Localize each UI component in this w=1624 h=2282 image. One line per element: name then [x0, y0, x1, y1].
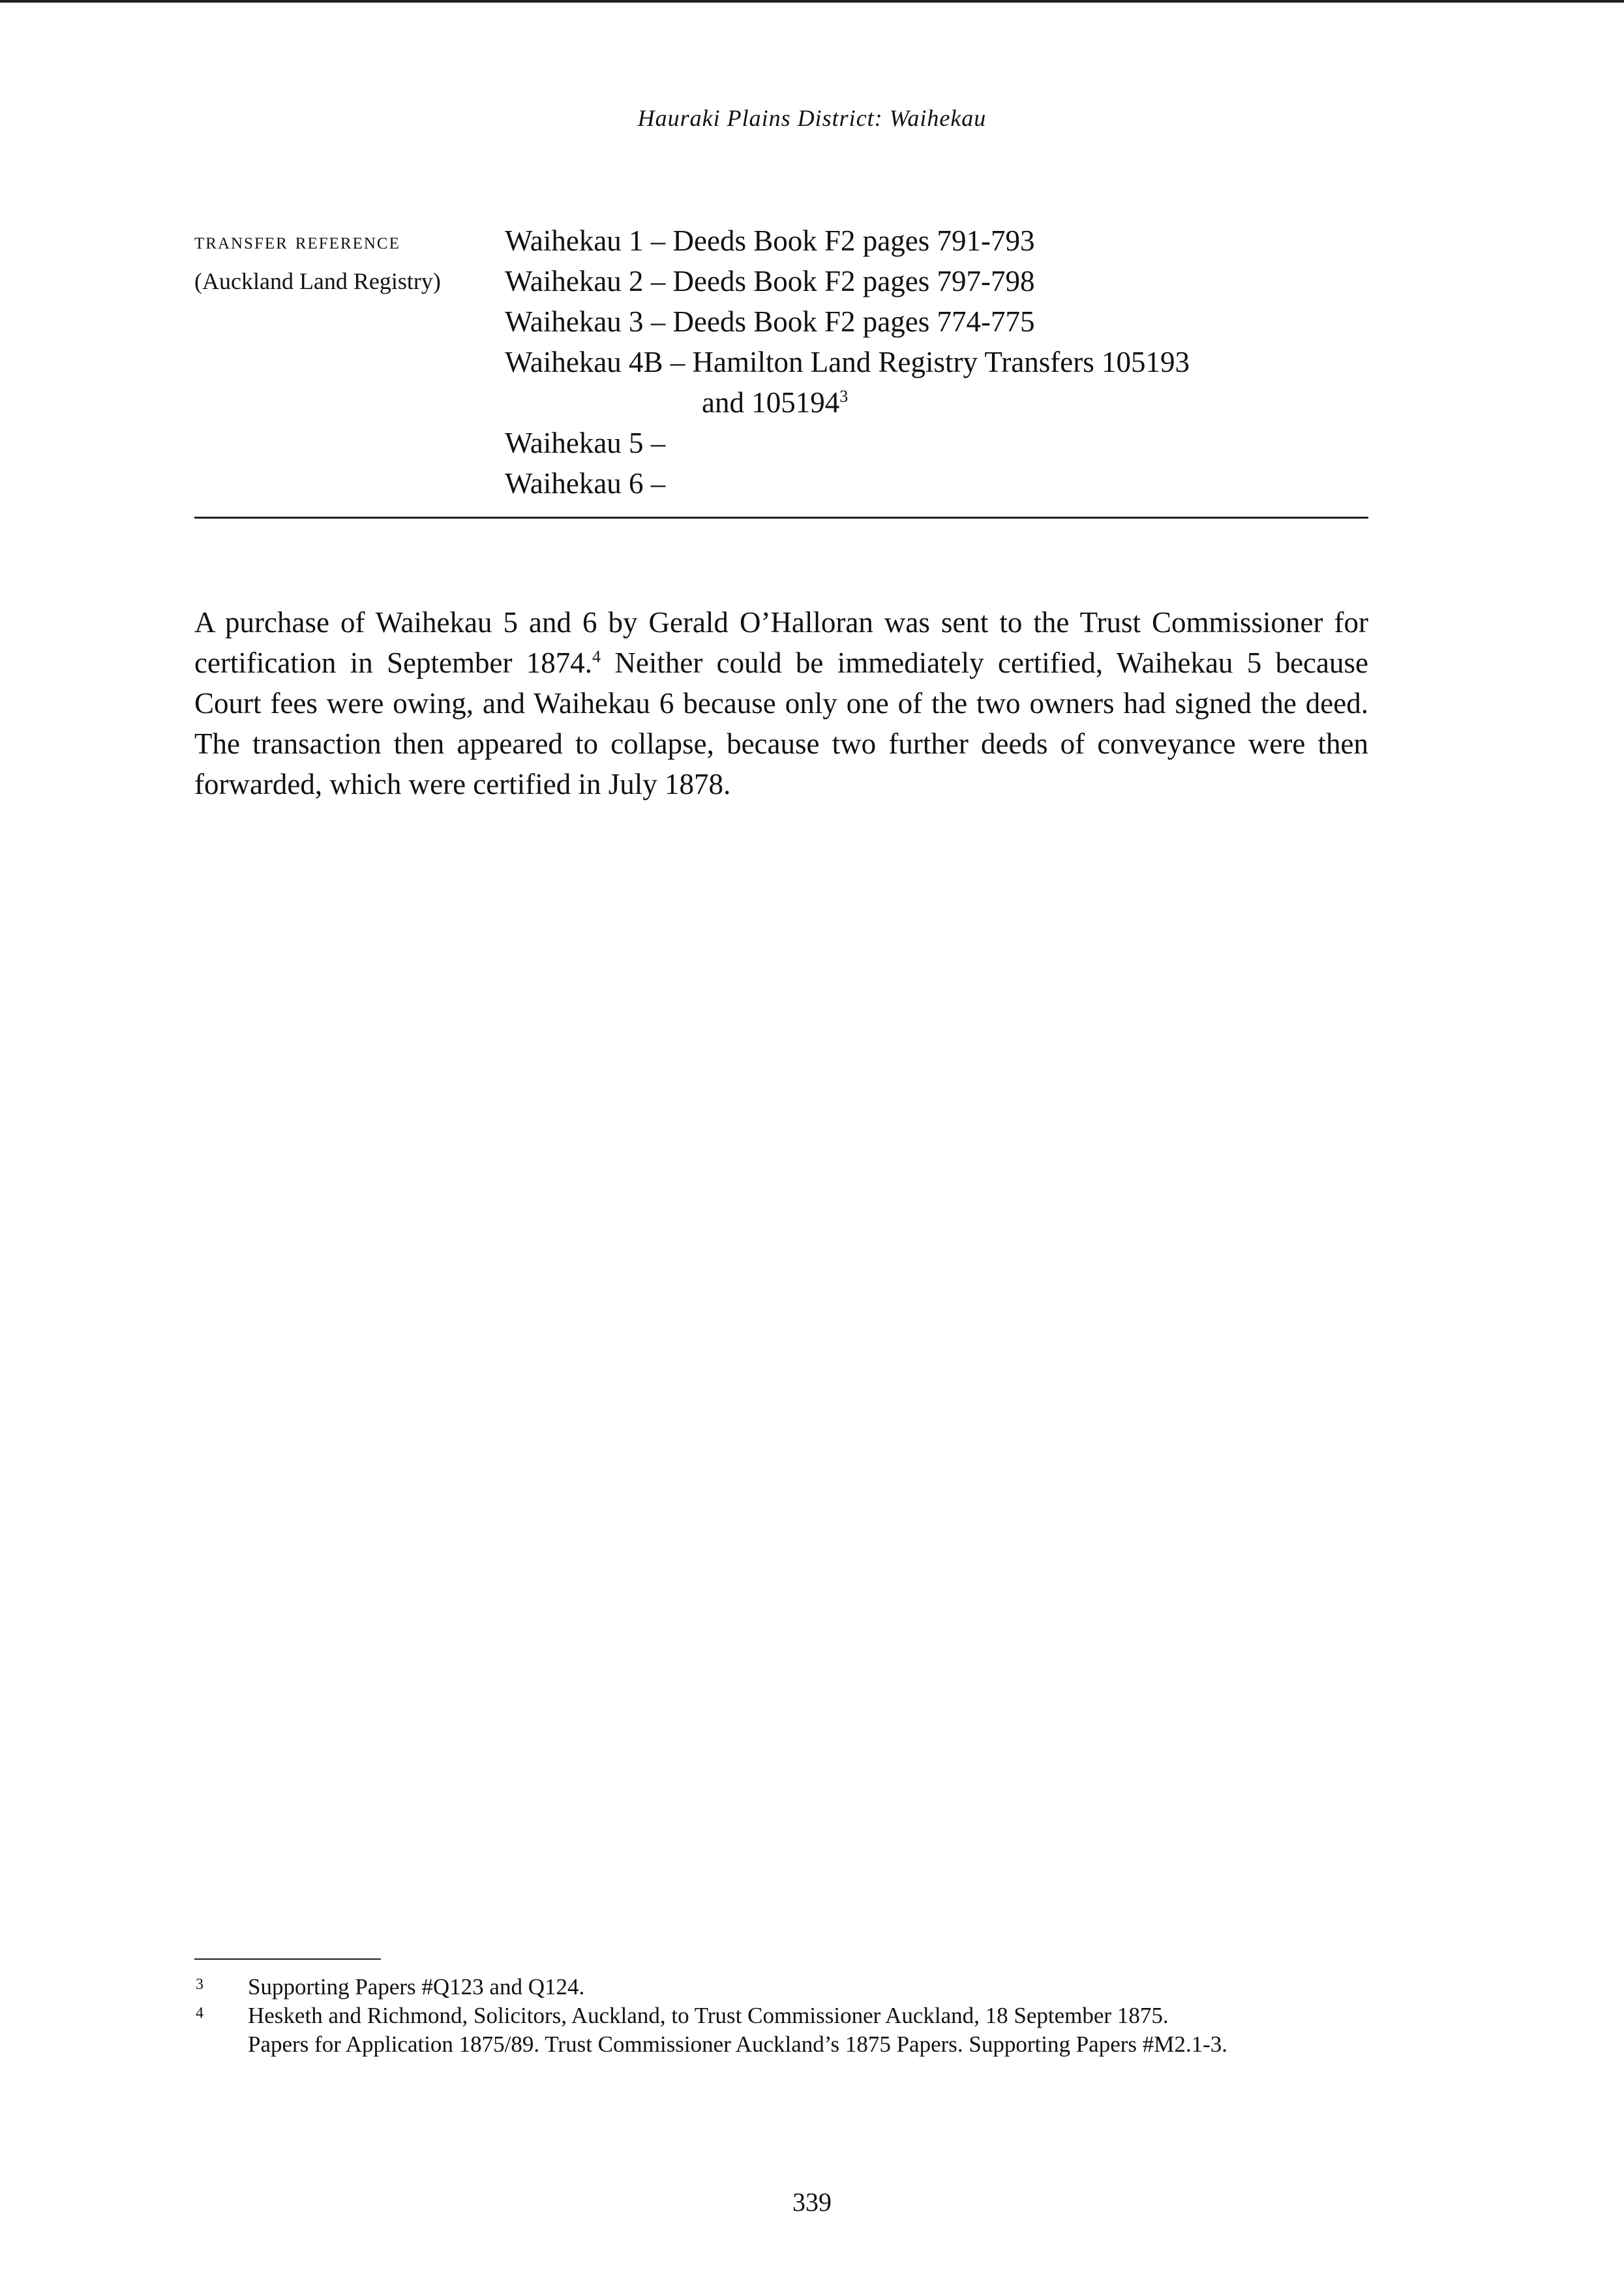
transfer-label: transfer reference	[194, 228, 400, 254]
transfer-entry: Waihekau 4B – Hamilton Land Registry Transfers 105193	[505, 346, 1190, 378]
paragraph-text: Neither could be immediately certified, Waihekau 5 because Court fees were owing, and Waihekau 6 because only one of the two owners had signed the deed. The transaction then appeared to collapse, because two further deeds of conveyance were then forwarded, which were certified in July 1878.	[194, 647, 1368, 800]
footnote	[194, 2001, 1368, 2059]
transfer-label-column	[194, 221, 501, 301]
transfer-sublabel: (Auckland Land Registry)	[194, 268, 441, 294]
running-head: Hauraki Plains District: Waihekau	[637, 105, 987, 131]
body-paragraph	[194, 602, 1368, 804]
footnote-ref[interactable]: 4	[592, 647, 601, 666]
page-number: 339	[792, 2187, 832, 2217]
transfer-entry: Waihekau 3 – Deeds Book F2 pages 774-775	[505, 305, 1035, 338]
footnote	[194, 1973, 1368, 2001]
footnote-text: Supporting Papers #Q123 and Q124.	[248, 1974, 585, 2000]
continuation-text: and 105194	[702, 386, 840, 419]
transfer-entry: Waihekau 6 –	[505, 467, 666, 500]
section-divider	[194, 517, 1368, 519]
transfer-entries	[505, 221, 1353, 504]
transfer-entry-continuation	[505, 382, 1353, 423]
footnote-number: 4	[196, 2005, 203, 2022]
footnote-text: Papers for Application 1875/89. Trust Commissioner Auckland’s 1875 Papers. Supporting Papers #M2.1-3.	[248, 2031, 1228, 2057]
footnote-number: 3	[196, 1976, 203, 1993]
top-edge-rule	[0, 0, 1624, 3]
paragraph-text: A purchase of Waihekau 5 and 6 by Gerald O’Halloran was sent to the Trust Commissioner for certification in September 1874.	[194, 606, 1368, 679]
transfer-entry: Waihekau 2 – Deeds Book F2 pages 797-798	[505, 265, 1035, 297]
footnote-divider	[194, 1958, 381, 1960]
transfer-entry: Waihekau 1 – Deeds Book F2 pages 791-793	[505, 224, 1035, 257]
footnotes	[194, 1973, 1368, 2059]
transfer-entry: Waihekau 5 –	[505, 427, 666, 459]
footnote-ref[interactable]: 3	[839, 387, 849, 406]
footnote-text: Hesketh and Richmond, Solicitors, Auckland, to Trust Commissioner Auckland, 18 September 1875.	[248, 2003, 1169, 2028]
